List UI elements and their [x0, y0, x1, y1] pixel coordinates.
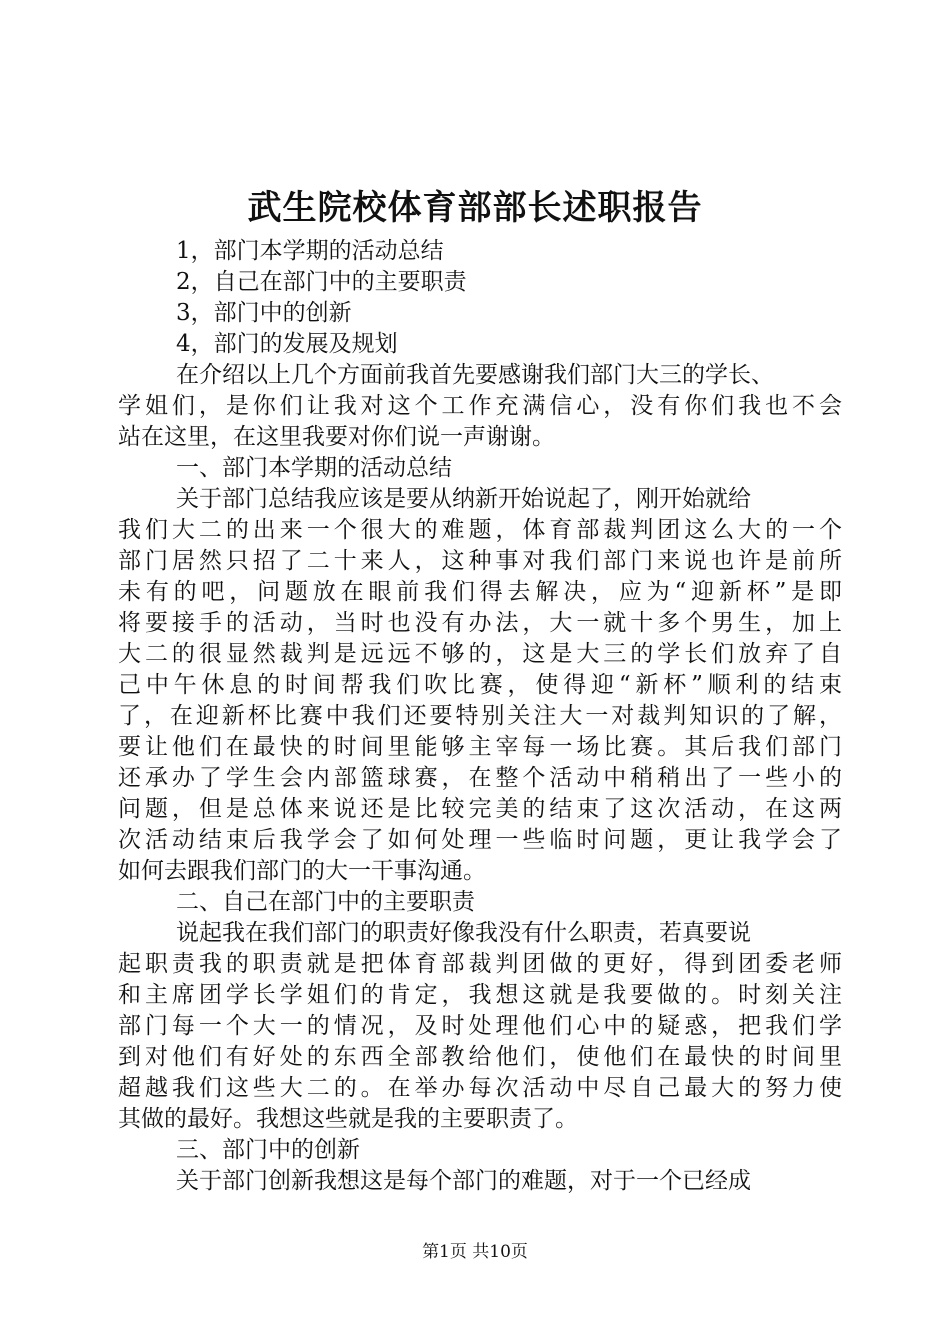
text-line: 部门居然只招了二十来人，这种事对我们部门来说也许是前所	[118, 548, 842, 574]
document-body	[118, 236, 842, 1197]
text-line: 要让他们在最快的时间里能够主宰每一场比赛。其后我们部门	[118, 734, 842, 760]
text-line: 在介绍以上几个方面前我首先要感谢我们部门大三的学长、	[176, 362, 774, 388]
text-line: 4，部门的发展及规划	[176, 331, 398, 357]
text-line: 次活动结束后我学会了如何处理一些临时问题，更让我学会了	[118, 827, 842, 853]
text-line: 己中午休息的时间帮我们吹比赛，使得迎“新杯”顺利的结束	[118, 672, 842, 698]
text-line: 我们大二的出来一个很大的难题，体育部裁判团这么大的一个	[118, 517, 842, 543]
text-line: 和主席团学长学姐们的肯定，我想这就是我要做的。时刻关注	[118, 982, 842, 1008]
text-line: 2，自己在部门中的主要职责	[176, 269, 467, 295]
text-line: 关于部门总结我应该是要从纳新开始说起了，刚开始就给	[176, 486, 751, 512]
document-title: 武生院校体育部部长述职报告	[247, 188, 703, 228]
text-line: 到对他们有好处的东西全部教给他们，使他们在最快的时间里	[118, 1044, 842, 1070]
text-line: 其做的最好。我想这些就是我的主要职责了。	[118, 1106, 578, 1132]
text-line: 三、部门中的创新	[176, 1137, 360, 1163]
text-line: 了，在迎新杯比赛中我们还要特别关注大一对裁判知识的了解，	[118, 703, 842, 729]
text-line: 问题，但是总体来说还是比较完美的结束了这次活动，在这两	[118, 796, 842, 822]
text-line: 说起我在我们部门的职责好像我没有什么职责，若真要说	[176, 920, 751, 946]
text-line: 3，部门中的创新	[176, 300, 352, 326]
text-line: 学姐们，是你们让我对这个工作充满信心，没有你们我也不会	[118, 393, 842, 419]
text-line: 起职责我的职责就是把体育部裁判团做的更好，得到团委老师	[118, 951, 842, 977]
text-line: 一、部门本学期的活动总结	[176, 455, 452, 481]
text-line: 关于部门创新我想这是每个部门的难题，对于一个已经成	[176, 1168, 751, 1194]
text-line: 部门每一个大一的情况，及时处理他们心中的疑惑，把我们学	[118, 1013, 842, 1039]
text-line: 未有的吧，问题放在眼前我们得去解决，应为“迎新杯”是即	[118, 579, 842, 605]
text-line: 1，部门本学期的活动总结	[176, 238, 444, 264]
text-line: 将要接手的活动，当时也没有办法，大一就十多个男生，加上	[118, 610, 842, 636]
text-line: 如何去跟我们部门的大一干事沟通。	[118, 858, 486, 884]
text-line: 二、自己在部门中的主要职责	[176, 889, 475, 915]
text-line: 还承办了学生会内部篮球赛，在整个活动中稍稍出了一些小的	[118, 765, 842, 791]
text-line: 超越我们这些大二的。在举办每次活动中尽自己最大的努力使	[118, 1075, 842, 1101]
text-line: 站在这里，在这里我要对你们说一声谢谢。	[118, 424, 555, 450]
text-line: 大二的很显然裁判是远远不够的，这是大三的学长们放弃了自	[118, 641, 842, 667]
page-footer: 第1页 共10页	[422, 1242, 528, 1262]
